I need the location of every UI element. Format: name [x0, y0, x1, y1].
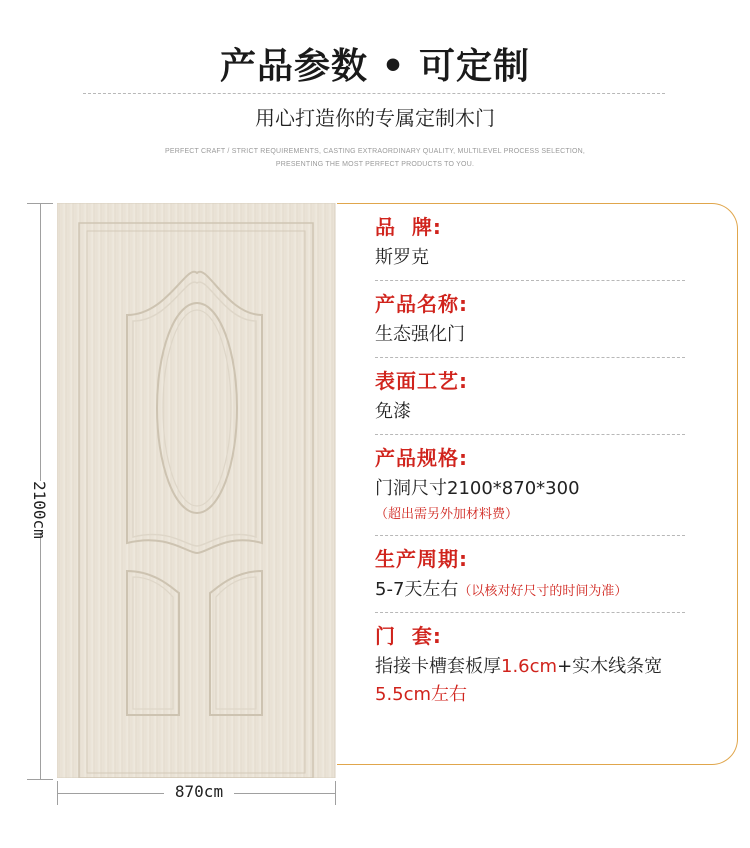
- frame-thickness: 1.6cm: [501, 656, 558, 677]
- page-title: 产品参数 • 可定制: [219, 46, 531, 87]
- height-dimension-cap-bottom: [27, 779, 53, 780]
- surface-value: 免漆: [375, 401, 411, 422]
- door-svg: [57, 203, 337, 778]
- spec-label: 产品规格:: [375, 446, 468, 470]
- name-value: 生态强化门: [375, 324, 465, 345]
- door-illustration: [57, 203, 337, 782]
- width-dimension-cap-left: [57, 781, 58, 805]
- frame-value-line1: [375, 653, 725, 681]
- name-label: 产品名称:: [375, 292, 468, 316]
- width-dimension-label: 870cm: [164, 782, 234, 801]
- spec-value: 门洞尺寸2100*870*300: [375, 478, 580, 499]
- frame-value-text2: +实木线条宽: [557, 656, 663, 677]
- brand-value: 斯罗克: [375, 247, 429, 268]
- period-label: 生产周期:: [375, 547, 468, 571]
- divider: [375, 535, 685, 536]
- divider: [375, 357, 685, 358]
- brand-label: 品 牌:: [375, 215, 442, 239]
- height-dimension-label: 2100cm: [27, 481, 51, 533]
- height-dimension-cap-top: [27, 203, 53, 204]
- surface-label: 表面工艺:: [375, 369, 468, 393]
- period-row: [375, 576, 725, 604]
- width-dimension-cap-right: [335, 781, 336, 805]
- spec-note: （超出需另外加材料费）: [375, 507, 519, 522]
- frame-label: 门 套:: [375, 624, 442, 648]
- params-list: [375, 210, 725, 709]
- title-divider: [83, 93, 665, 94]
- frame-value-text1: 指接卡槽套板厚: [375, 656, 501, 677]
- divider: [375, 280, 685, 281]
- divider: [375, 434, 685, 435]
- english-tagline-line1: PERFECT CRAFT / STRICT REQUIREMENTS, CASTING EXTRAORDINARY QUALITY, MULTILEVEL PROCESS SELECTION,: [164, 148, 586, 155]
- frame-width: 5.5cm左右: [375, 684, 468, 705]
- period-value: 5-7天左右: [375, 579, 459, 600]
- divider: [375, 612, 685, 613]
- period-note: （以核对好尺寸的时间为准）: [458, 584, 628, 599]
- english-tagline-line2: PRESENTING THE MOST PERFECT PRODUCTS TO YOU.: [275, 161, 475, 168]
- page-subtitle: 用心打造你的专属定制木门: [255, 106, 495, 130]
